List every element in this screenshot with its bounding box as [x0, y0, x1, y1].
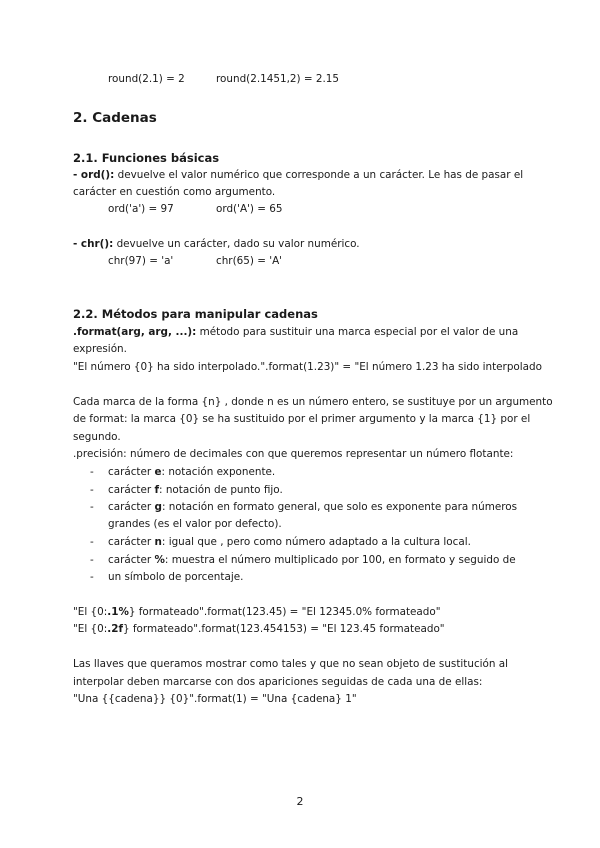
bullet-dash: - — [90, 536, 94, 548]
subsection-title-basic: 2.1. Funciones básicas — [73, 151, 220, 165]
format-example-percent: "El {0:.1%} formateado".format(123.45) = "El 12345.0% formateado" — [73, 606, 441, 618]
bullet-item: carácter e: notación exponente. — [108, 466, 276, 478]
bullet-item: carácter g: notación en formato general, que solo es exponente para números — [108, 501, 518, 513]
bullet-continuation: un símbolo de porcentaje. — [108, 571, 244, 583]
chr-name: - chr(): — [73, 238, 114, 250]
ord-desc-1: devuelve el valor numérico que corresponde a un carácter. Le has de pasar el — [114, 169, 524, 181]
bullet-continuation: grandes (es el valor por defecto). — [108, 518, 282, 530]
ord-name: - ord(): — [73, 169, 115, 181]
bullet-dash: - — [90, 466, 94, 478]
bullet-item: carácter n: igual que , pero como número adaptado a la cultura local. — [108, 536, 471, 548]
ord-description — [73, 169, 523, 182]
chr-example-2: chr(65) = 'A' — [216, 255, 283, 267]
format-desc-2: expresión. — [73, 343, 127, 355]
format-description — [73, 326, 518, 339]
bullet-dash: - — [90, 484, 94, 496]
round-example-2: round(2.1451,2) = 2.15 — [216, 73, 339, 85]
braces-example: "Una {{cadena}} {0}".format(1) = "Una {cadena} 1" — [73, 693, 357, 705]
bullet-item: carácter f: notación de punto fijo. — [108, 484, 283, 496]
format-desc-1: método para sustituir una marca especial por el valor de una — [196, 326, 519, 338]
page-number: 2 — [296, 795, 304, 808]
bullet-item: carácter %: muestra el número multiplicado por 100, en formato y seguido de — [108, 554, 516, 566]
round-example-1: round(2.1) = 2 — [108, 73, 185, 85]
ord-example-2: ord('A') = 65 — [216, 203, 283, 215]
chr-description — [73, 238, 360, 251]
format-signature: .format(arg, arg, ...): — [73, 326, 197, 338]
section-title: 2. Cadenas — [73, 110, 157, 126]
precision-intro: .precisión: número de decimales con que queremos representar un número flotante: — [73, 448, 514, 460]
bullet-dash: - — [90, 554, 94, 566]
format-example: "El número {0} ha sido interpolado.".format(1.23)" = "El número 1.23 ha sido interpolado — [73, 361, 542, 373]
format-example-fixed: "El {0:.2f} formateado".format(123.454153) = "El 123.45 formateado" — [73, 623, 445, 635]
para1-line-1: Cada marca de la forma {n} , donde n es un número entero, se sustituye por un argumento — [73, 396, 553, 408]
bullet-dash: - — [90, 571, 94, 583]
chr-desc: devuelve un carácter, dado su valor numérico. — [113, 238, 360, 250]
bullet-dash: - — [90, 501, 94, 513]
para2-line-2: interpolar deben marcarse con dos apariciones seguidas de cada una de ellas: — [73, 676, 483, 688]
para2-line-1: Las llaves que queramos mostrar como tales y que no sean objeto de sustitución al — [73, 658, 509, 670]
ord-desc-2: carácter en cuestión como argumento. — [73, 186, 276, 198]
subsection-title-methods: 2.2. Métodos para manipular cadenas — [73, 307, 318, 321]
ord-example-1: ord('a') = 97 — [108, 203, 174, 215]
para1-line-3: segundo. — [73, 431, 121, 443]
para1-line-2: de format: la marca {0} se ha sustituido por el primer argumento y la marca {1} por el — [73, 413, 531, 425]
chr-example-1: chr(97) = 'a' — [108, 255, 174, 267]
